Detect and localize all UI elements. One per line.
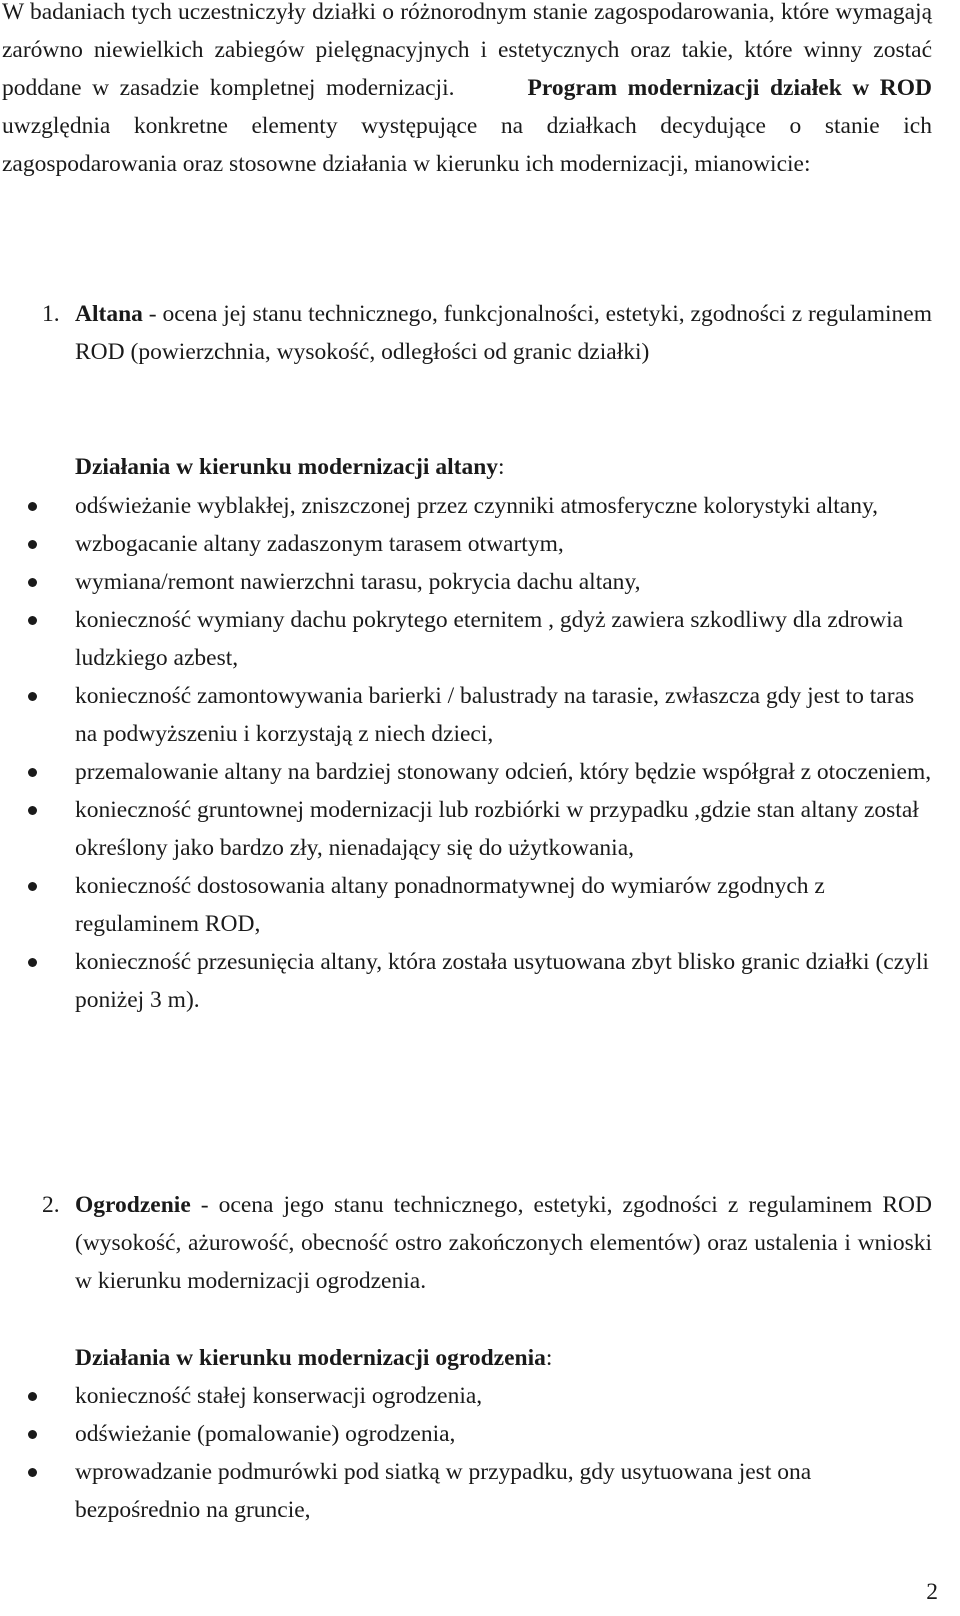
program-text: uwzględnia konkretne elementy występujące na działkach decydujące o stanie ich zagospodarowania oraz stosowne działania w kierunku ich modernizacji, mianowicie: bbox=[2, 113, 932, 177]
list-item bbox=[0, 677, 932, 753]
list-item bbox=[0, 867, 932, 943]
bullet-icon bbox=[28, 1392, 37, 1401]
list-item-text: odświeżanie (pomalowanie) ogrodzenia, bbox=[75, 1421, 456, 1447]
section-title: Altana bbox=[75, 301, 143, 327]
section-ogrodzenie bbox=[42, 1186, 932, 1300]
section-number: 1. bbox=[42, 301, 60, 327]
page-number: 2 bbox=[926, 1579, 938, 1605]
list-item bbox=[0, 943, 932, 1019]
bullet-icon bbox=[28, 1430, 37, 1439]
list-item-text: konieczność wymiany dachu pokrytego eternitem , gdyż zawiera szkodliwy dla zdrowia ludzkiego azbest, bbox=[75, 607, 904, 671]
list-item-text: konieczność gruntownej modernizacji lub rozbiórki w przypadku ,gdzie stan altany został określony jako bardzo zły, nienadający się do użytkowania, bbox=[75, 797, 919, 861]
section-altana-description: Altana - ocena jej stanu technicznego, funkcjonalności, estetyki, zgodności z regulaminem ROD (powierzchnia, wysokość, odległości od granic działki) bbox=[75, 301, 932, 365]
section-altana bbox=[42, 295, 932, 371]
bullet-icon bbox=[28, 806, 37, 815]
bullet-icon bbox=[28, 882, 37, 891]
actions-heading-altana: Działania w kierunku modernizacji altany: bbox=[75, 454, 505, 480]
actions-list-altana bbox=[0, 487, 932, 1019]
actions-heading-ogrodzenie: Działania w kierunku modernizacji ogrodzenia: bbox=[75, 1345, 553, 1371]
list-item-text: odświeżanie wyblakłej, zniszczonej przez czynniki atmosferyczne kolorystyki altany, bbox=[75, 493, 879, 519]
section-ogrodzenie-description: Ogrodzenie - ocena jego stanu technicznego, estetyki, zgodności z regulaminem ROD (wysokość, ażurowość, obecność ostro zakończonych elementów) oraz ustalenia i wnioski w kierunku modernizacji ogrodzenia. bbox=[75, 1192, 932, 1294]
bullet-icon bbox=[28, 958, 37, 967]
intro-text: W badaniach tych uczestniczyły działki o różnorodnym stanie zagospodarowania, które wymagają zarówno niewielkich zabiegów pielęgnacyjnych i estetycznych oraz takie, które winny zostać poddane w zasadzie kompletnej modernizacji. bbox=[2, 0, 932, 101]
bullet-icon bbox=[28, 502, 37, 511]
bullet-icon bbox=[28, 1468, 37, 1477]
list-item bbox=[0, 1377, 932, 1415]
list-item bbox=[0, 563, 932, 601]
bullet-icon bbox=[28, 616, 37, 625]
list-item bbox=[0, 791, 932, 867]
list-item bbox=[0, 525, 932, 563]
list-item-text: konieczność przesunięcia altany, która została usytuowana zbyt blisko granic działki (czyli poniżej 3 m). bbox=[75, 949, 929, 1013]
bullet-icon bbox=[28, 540, 37, 549]
list-item-text: konieczność stałej konserwacji ogrodzenia, bbox=[75, 1383, 483, 1409]
list-item-text: wymiana/remont nawierzchni tarasu, pokrycia dachu altany, bbox=[75, 569, 641, 595]
list-item-text: wprowadzanie podmurówki pod siatką w przypadku, gdy usytuowana jest ona bezpośrednio na gruncie, bbox=[75, 1459, 812, 1523]
list-item-text: wzbogacanie altany zadaszonym tarasem otwartym, bbox=[75, 531, 564, 557]
list-item bbox=[0, 753, 932, 791]
section-number: 2. bbox=[42, 1192, 60, 1218]
intro-paragraph bbox=[2, 0, 932, 183]
bullet-icon bbox=[28, 768, 37, 777]
bullet-icon bbox=[28, 692, 37, 701]
list-item-text: przemalowanie altany na bardziej stonowany odcień, który będzie współgrał z otoczeniem, bbox=[75, 759, 932, 785]
list-item bbox=[0, 601, 932, 677]
bullet-icon bbox=[28, 578, 37, 587]
list-item bbox=[0, 1453, 932, 1529]
list-item-text: konieczność zamontowywania barierki / balustrady na tarasie, zwłaszcza gdy jest to taras na podwyższeniu i korzystają z niech dzieci, bbox=[75, 683, 915, 747]
list-item bbox=[0, 487, 932, 525]
list-item bbox=[0, 1415, 932, 1453]
actions-list-ogrodzenie bbox=[0, 1377, 932, 1529]
program-title: Program modernizacji działek w ROD bbox=[527, 75, 932, 101]
section-title: Ogrodzenie bbox=[75, 1192, 191, 1218]
list-item-text: konieczność dostosowania altany ponadnormatywnej do wymiarów zgodnych z regulaminem ROD, bbox=[75, 873, 825, 937]
